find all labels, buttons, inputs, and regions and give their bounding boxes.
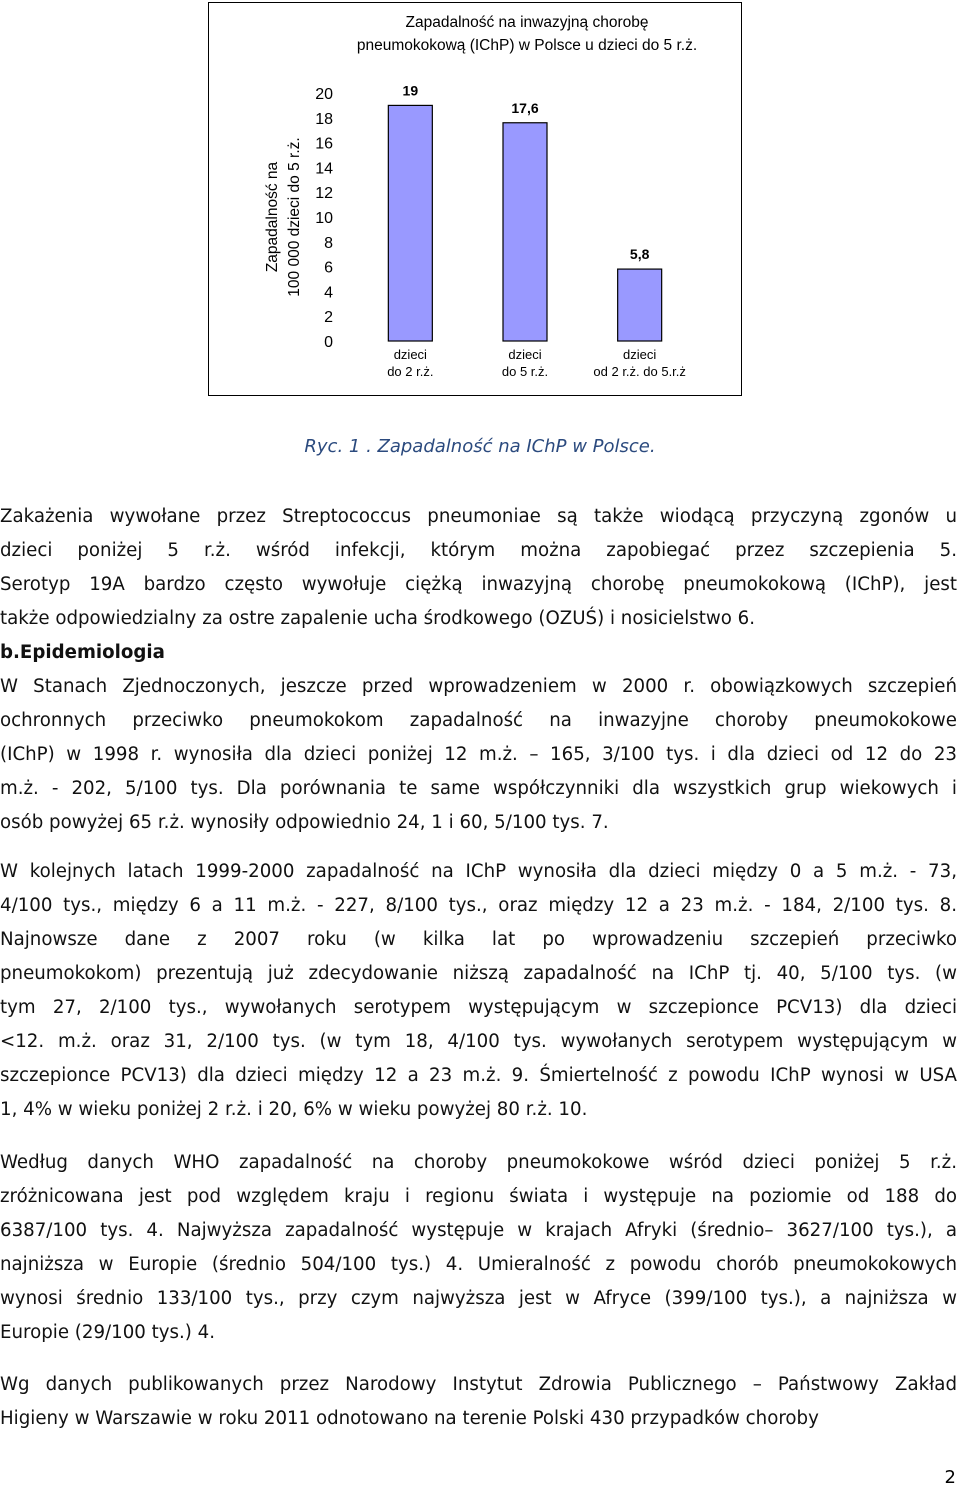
text-line: W Stanach Zjednoczonych, jeszcze przed wprowadzeniem w 2000 r. obowiązkowych szczepień bbox=[0, 676, 957, 697]
bar-value-label: 19 bbox=[402, 82, 419, 99]
y-tick-label: 12 bbox=[315, 185, 333, 203]
text-line: szczepionce PCV13) dla dzieci między 12 a 23 m.ż. 9. Śmiertelność z powodu IChP wynosi w USA bbox=[0, 1065, 957, 1086]
text-line: Najnowsze dane z 2007 roku (w kilka lat po wprowadzeniu szczepień przeciwko bbox=[0, 929, 957, 950]
x-category-label: dzieci bbox=[508, 347, 542, 362]
y-axis-label-line: 100 000 dzieci do 5 r.ż. bbox=[286, 137, 303, 297]
text-line: osób powyżej 65 r.ż. wynosiły odpowiednio 24, 1 i 60, 5/100 tys. 7. bbox=[0, 812, 609, 833]
text-line: także odpowiedzialny za ostre zapalenie ucha środkowego (OZUŚ) i nosicielstwo 6. bbox=[0, 608, 756, 629]
bar-value-label: 17,6 bbox=[511, 99, 539, 116]
y-tick-label: 16 bbox=[315, 135, 333, 153]
text-line: 6387/100 tys. 4. Najwyższa zapadalność występuje w krajach Afryki (średnio– 3627/100 tys.), a bbox=[0, 1220, 957, 1241]
text-line: 1, 4% w wieku poniżej 2 r.ż. i 20, 6% w wieku powyżej 80 r.ż. 10. bbox=[0, 1099, 588, 1120]
y-tick-label: 14 bbox=[315, 160, 333, 178]
y-tick-label: 6 bbox=[324, 259, 333, 277]
chart-canvas bbox=[209, 3, 743, 397]
text-line: 4/100 tys., między 6 a 11 m.ż. - 227, 8/100 tys., oraz między 12 a 23 m.ż. - 184, 2/100 tys. 8. bbox=[0, 895, 957, 916]
paragraph bbox=[0, 1146, 957, 1350]
page-number: 2 bbox=[944, 1467, 956, 1488]
y-axis-label-line: Zapadalność na bbox=[264, 161, 281, 273]
paragraph bbox=[0, 670, 957, 840]
text-line: m.ż. - 202, 5/100 tys. Dla porównania te same współczynniki dla wszystkich grup wiekowych i bbox=[0, 778, 957, 799]
text-line: dzieci poniżej 5 r.ż. wśród infekcji, którym można zapobiegać przez szczepienia 5. bbox=[0, 540, 957, 561]
x-category-label: do 5 r.ż. bbox=[501, 364, 549, 379]
y-tick-label: 0 bbox=[324, 334, 333, 351]
chart-title-line: Zapadalność na inwazyjną chorobę bbox=[405, 14, 649, 31]
y-tick-label: 18 bbox=[315, 110, 333, 128]
text-line: <12. m.ż. oraz 31, 2/100 tys. (w tym 18, 4/100 tys. wywołanych serotypem występującym w bbox=[0, 1031, 957, 1052]
text-line: Higieny w Warszawie w roku 2011 odnotowano na terenie Polski 430 przypadków choroby bbox=[0, 1408, 819, 1429]
incidence-bar-chart bbox=[208, 2, 742, 396]
paragraph bbox=[0, 1368, 957, 1436]
x-category-label: od 2 r.ż. do 5.r.ż bbox=[593, 364, 686, 379]
text-line: Zakażenia wywołane przez Streptococcus pneumoniae są także wiodącą przyczyną zgonów u bbox=[0, 506, 957, 527]
chart-title-line: pneumokokową (IChP) w Polsce u dzieci do 5 r.ż. bbox=[356, 37, 698, 54]
bar bbox=[503, 123, 547, 341]
text-line: ochronnych przeciwko pneumokokom zapadalność na inwazyjne choroby pneumokokowe bbox=[0, 710, 957, 731]
x-category-label: dzieci bbox=[393, 347, 427, 362]
text-line: (IChP) w 1998 r. wynosiła dla dzieci poniżej 12 m.ż. – 165, 3/100 tys. i dla dzieci od 12 do 23 bbox=[0, 744, 957, 765]
figure-caption: Ryc. 1 . Zapadalność na IChP w Polsce. bbox=[304, 436, 656, 457]
text-line: Serotyp 19A bardzo często wywołuje ciężką inwazyjną chorobę pneumokokową (IChP), jest bbox=[0, 574, 957, 595]
text-line: tym 27, 2/100 tys., wywołanych serotypem występującym w szczepionce PCV13) dla dzieci bbox=[0, 997, 957, 1018]
y-tick-label: 10 bbox=[315, 210, 333, 227]
y-tick-label: 20 bbox=[315, 86, 333, 103]
text-line: pneumokokom) prezentują już zdecydowanie niższą zapadalność na IChP tj. 40, 5/100 tys. (w bbox=[0, 963, 957, 984]
text-line: W kolejnych latach 1999-2000 zapadalność na IChP wynosiła dla dzieci między 0 a 5 m.ż. - 73, bbox=[0, 861, 957, 882]
y-tick-label: 2 bbox=[324, 309, 333, 327]
text-line: najniższa w Europie (średnio 504/100 tys.) 4. Umieralność z powodu chorób pneumokokowych bbox=[0, 1254, 957, 1275]
bar-value-label: 5,8 bbox=[629, 246, 650, 263]
x-category-label: do 2 r.ż. bbox=[387, 364, 434, 379]
y-tick-label: 8 bbox=[324, 234, 333, 252]
bar bbox=[618, 269, 662, 341]
text-line: wynosi średnio 133/100 tys., przy czym najwyższa jest w Afryce (399/100 tys.), a najniższa w bbox=[0, 1288, 957, 1309]
paragraph bbox=[0, 500, 957, 636]
paragraph bbox=[0, 636, 957, 670]
text-line: zróżnicowana jest pod względem kraju i regionu świata i występuje na poziomie od 188 do bbox=[0, 1186, 957, 1207]
bar bbox=[388, 105, 432, 341]
text-line: Według danych WHO zapadalność na choroby pneumokokowe wśród dzieci poniżej 5 r.ż. bbox=[0, 1152, 957, 1173]
x-category-label: dzieci bbox=[623, 347, 657, 362]
text-line: Wg danych publikowanych przez Narodowy Instytut Zdrowia Publicznego – Państwowy Zakład bbox=[0, 1374, 957, 1395]
y-tick-label: 4 bbox=[324, 284, 333, 302]
paragraph bbox=[0, 855, 957, 1127]
text-line: Europie (29/100 tys.) 4. bbox=[0, 1322, 216, 1343]
text-line: b.Epidemiologia bbox=[0, 642, 165, 663]
